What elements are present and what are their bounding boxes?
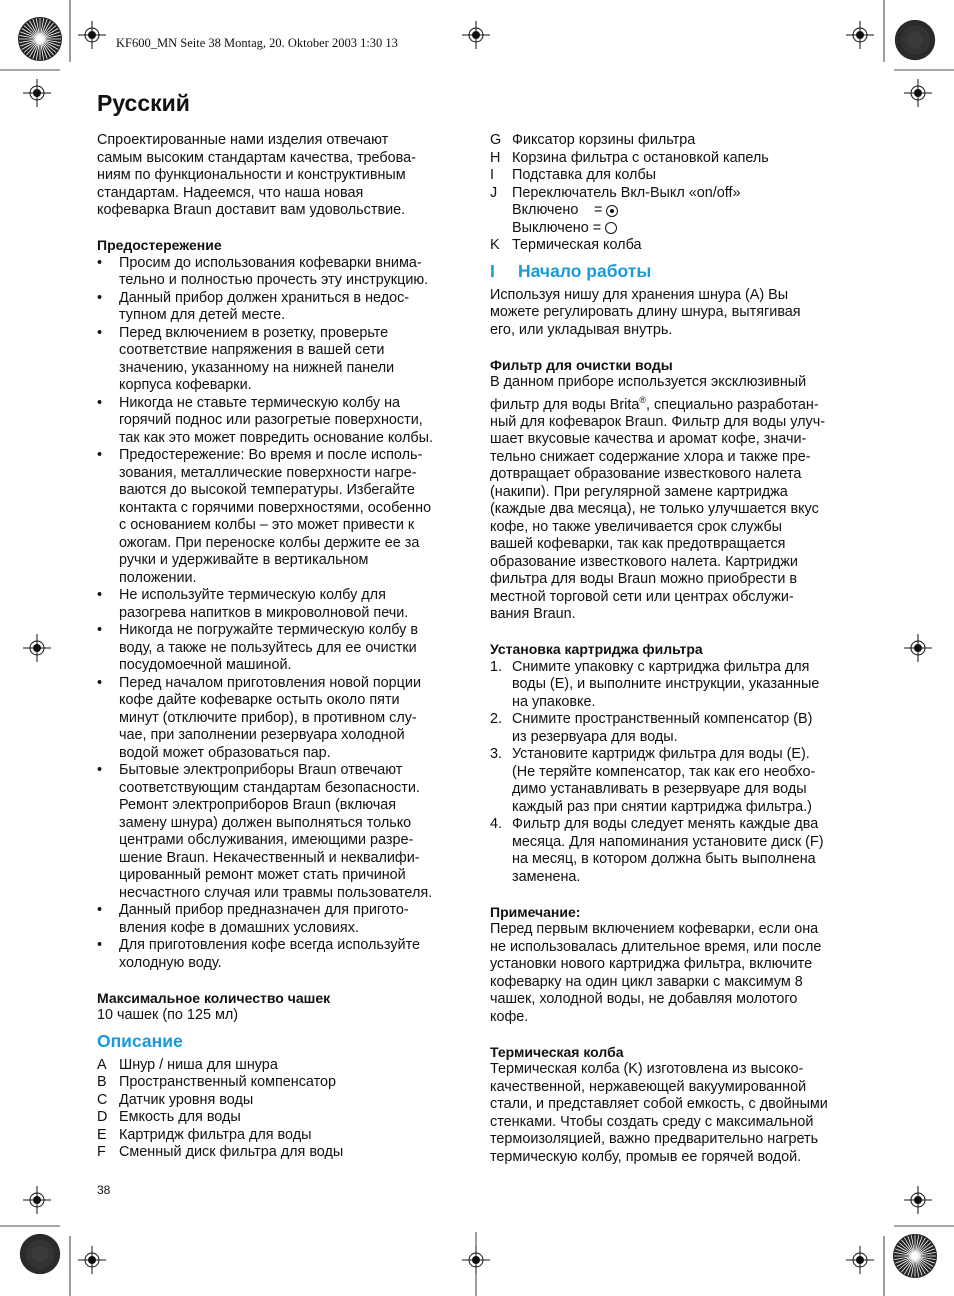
crosshair-mark [904,79,932,107]
description-heading: Описание [97,1030,183,1051]
install-step: 1. Снимите упаковку с картриджа фильтра для воды (E), и выполните инструкции, указанные на упаковке. [490,658,820,710]
warning-bullet: • Данный прибор должен храниться в недос- тупном для детей месте. [97,290,475,325]
registration-rosette-bottom-right [891,1232,939,1280]
page-title: Русский [97,90,190,116]
description-list [97,1057,475,1162]
page-number: 38 [97,1183,111,1197]
warning-bullet: • Никогда не погружайте термическую колбу в воду, а также не пользуйтесь для ее очистки посудомоечной машиной. [97,622,475,675]
description-item: A Шнур / ниша для шнура [97,1056,278,1073]
max-cups-text: 10 чашек (по 125 мл) [97,1007,239,1023]
crosshair-mark [462,1246,490,1274]
max-cups-heading: Максимальное количество чашек [97,989,331,1006]
description-item: E Картридж фильтра для воды [97,1126,312,1143]
warning-list [97,255,475,973]
description-item-k: K Термическая колба [490,237,642,253]
switch-on-label: Включено [512,202,579,218]
left-column [97,132,475,1162]
registration-rosette-top-left [16,15,64,63]
water-filter-heading: Фильтр для очистки воды [490,356,673,373]
install-steps-list [490,659,868,887]
switch-on-row: Включено = [490,202,868,220]
power-off-icon [605,222,617,234]
warning-bullet: • Не используйте термическую колбу для разогрева напитков в микроволновой печи. [97,587,475,622]
getting-started-heading: I Начало работы [490,260,652,281]
intro-paragraph: Спроектированные нами изделия отвечают самым высоким стандартам качества, требова- ниям по функциональности и конструктивным стандартам. Надеемся, что наша новая кофеварка Braun доставит вам удовольствие. [97,132,416,218]
water-filter-text: В данном приборе используется эксклюзивный фильтр для воды Brita®, специально разработан- ный для кофеварок Braun. Фильтр для воды улуч- шает вкусовые качества и аромат кофе, значи- тельно снижает содержание хлора и также пре- дотвращает образование известкового налета (накипи). При регулярной замене картриджа (каждые два месяца), не только улучшается вкус кофе, но также увеличивается срок службы вашей кофеварки, так как предотвращается образование известкового налета. Картриджи фильтра для воды Braun можно приобрести в местной торговой сети или центрах обслужи- вания Braun. [490,374,825,623]
crosshair-mark [78,1246,106,1274]
switch-off-row: Выключено = [490,220,868,238]
crosshair-mark [23,1186,51,1214]
install-step: 2. Снимите пространственный компенсатор (B) из резервуара для воды. [490,711,813,745]
warning-bullet: • Предостережение: Во время и после исполь- зования, металлические поверхности нагре- ваются до высокой температуры. Избегайте контакта с горячими поверхностями, особенно с основанием колбы – это может привести к ожогам. При переноске колбы держите ее за ручки и удерживайте в вертикальном положении. [97,447,475,587]
crosshair-mark [78,21,106,49]
crosshair-mark [23,79,51,107]
description-item: H Корзина фильтра с остановкой капель [490,149,769,166]
warning-bullet: • Бытовые электроприборы Braun отвечают соответствующим стандартам безопасности. Ремонт электроприборов Braun (включая замену шнура) должен выполняться только центрами обслуживания, имеющими разре- шение Braun. Некачественный и неквалифи- цированный ремонт может стать причиной несчастного случая или травмы пользователя. [97,762,475,902]
note-heading: Примечание: [490,903,581,920]
warning-heading: Предостережение [97,237,222,253]
install-step: 4. Фильтр для воды следует менять каждые два месяца. Для напоминания установите диск (F) на месяц, в котором должна быть выполнена заменена. [490,816,824,885]
getting-started-text: Используя нишу для хранения шнура (A) Вы можете регулировать длину шнура, вытягивая его, или укладывая внутрь. [490,286,801,338]
description-item: I Подставка для колбы [490,167,657,183]
description-item: D Емкость для воды [97,1109,241,1125]
crosshair-mark [846,21,874,49]
description-item: C Датчик уровня воды [97,1091,254,1108]
crosshair-mark [904,634,932,662]
crosshair-mark [462,21,490,49]
warning-bullet: • Перед включением в розетку, проверьте соответствие напряжения в вашей сети значению, указанному на нижней панели корпуса кофеварки. [97,325,475,395]
description-item: F Сменный диск фильтра для воды [97,1144,344,1160]
warning-bullet: • Никогда не ставьте термическую колбу на горячий поднос или разогретые поверхности, так как это может повредить основание колбы. [97,395,475,448]
description-item: B Пространственный компенсатор [97,1074,337,1090]
thermo-flask-heading: Термическая колба [490,1043,624,1060]
crosshair-mark [846,1246,874,1274]
crosshair-mark [23,634,51,662]
warning-bullet: • Просим до использования кофеварки внима- тельно и полностью прочесть эту инструкцию. [97,255,475,290]
warning-bullet: • Для приготовления кофе всегда используйте холодную воду. [97,937,475,972]
description-list-continued [490,132,868,202]
power-on-icon [606,205,618,217]
warning-bullet: • Данный прибор предназначен для пригото- вления кофе в домашних условиях. [97,902,475,937]
crosshair-mark [904,1186,932,1214]
install-step: 3. Установите картридж фильтра для воды (E). (Не теряйте компенсатор, так как его необхо- димо устанавливать в резервуаре для воды каждый раз при снятии картриджа фильтра.) [490,746,816,815]
registration-rosette-top-right [893,18,937,62]
print-slug-header: KF600_MN Seite 38 Montag, 20. Oktober 2003 1:30 13 [116,36,398,50]
switch-off-label: Выключено [512,219,589,236]
right-column [490,132,868,1166]
description-item: G Фиксатор корзины фильтра [490,132,696,148]
thermo-flask-text: Термическая колба (K) изготовлена из высоко- качественной, нержавеющей вакуумированной стали, и представляет собой емкость, с двойными стенками. Чтобы создать среду с максимальной термоизоляцией, важно предварительно нагреть термическую колбу, промыв ее горячей водой. [490,1061,828,1165]
warning-bullet: • Перед началом приготовления новой порции кофе дайте кофеварке остыть около пяти минут (отключите прибор), в противном слу- чае, при заполнении резервуара холодной водой может образоваться пар. [97,675,475,763]
description-item: J Переключатель Вкл-Выкл «on/off» [490,184,741,201]
registration-rosette-bottom-left [18,1232,62,1276]
install-filter-heading: Установка картриджа фильтра [490,641,703,658]
note-text: Перед первым включением кофеварки, если она не использовалась длительное время, или после установки нового картриджа фильтра, включите кофеварку на один цикл заварки с максимум 8 чашек, холодной воды, не добавляя молотого кофе. [490,921,822,1025]
